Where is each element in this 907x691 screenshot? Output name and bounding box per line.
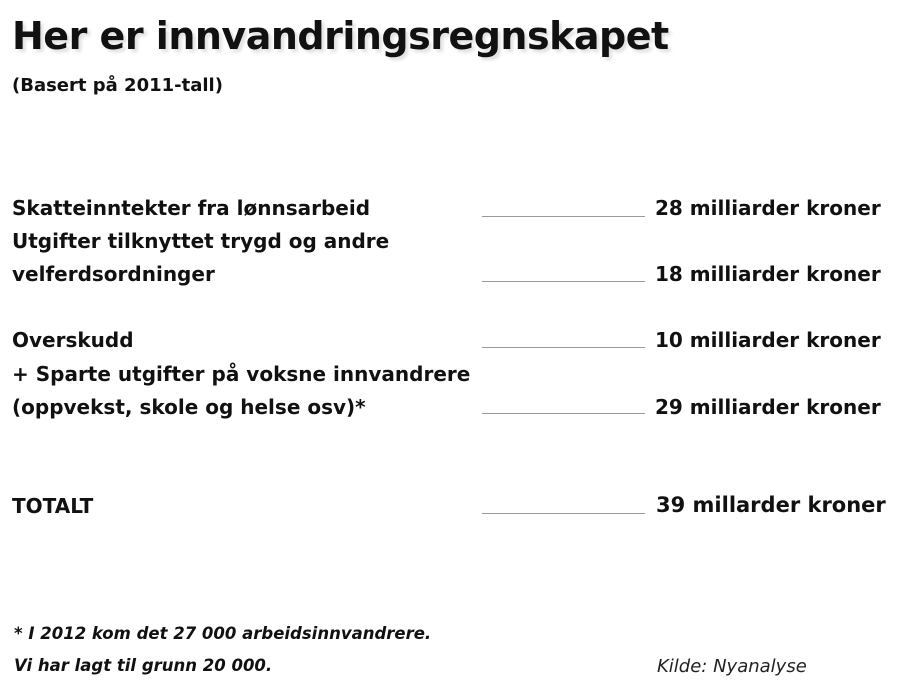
row-label-welfare-line1: Utgifter tilknyttet trygd og andre — [12, 229, 390, 253]
footnote-line2: Vi har lagt til grunn 20 000. — [14, 656, 273, 675]
leader-line — [482, 347, 645, 348]
leader-line — [482, 513, 645, 514]
row-label-welfare-line2: velferdsordninger — [12, 262, 215, 286]
source-credit: Kilde: Nyanalyse — [657, 656, 807, 677]
total-value: 39 millarder kroner — [656, 493, 886, 517]
row-label-surplus: Overskudd — [12, 328, 134, 352]
row-value-tax-income: 28 milliarder kroner — [655, 196, 881, 220]
row-value-welfare: 18 milliarder kroner — [655, 262, 881, 286]
row-value-saved-costs: 29 milliarder kroner — [655, 395, 881, 419]
leader-line — [482, 413, 645, 414]
row-label-saved-costs-line1: + Sparte utgifter på voksne innvandrere — [12, 362, 471, 386]
footnote-line1: * I 2012 kom det 27 000 arbeidsinnvandrere. — [14, 624, 432, 643]
row-value-surplus: 10 milliarder kroner — [655, 328, 881, 352]
row-label-tax-income: Skatteinntekter fra lønnsarbeid — [12, 196, 371, 220]
leader-line — [482, 216, 645, 217]
page-subtitle: (Basert på 2011-tall) — [12, 75, 223, 96]
row-label-saved-costs-line2: (oppvekst, skole og helse osv)* — [12, 395, 366, 419]
total-label: TOTALT — [12, 494, 94, 518]
leader-line — [482, 281, 645, 282]
page-title: Her er innvandringsregnskapet — [12, 14, 669, 58]
